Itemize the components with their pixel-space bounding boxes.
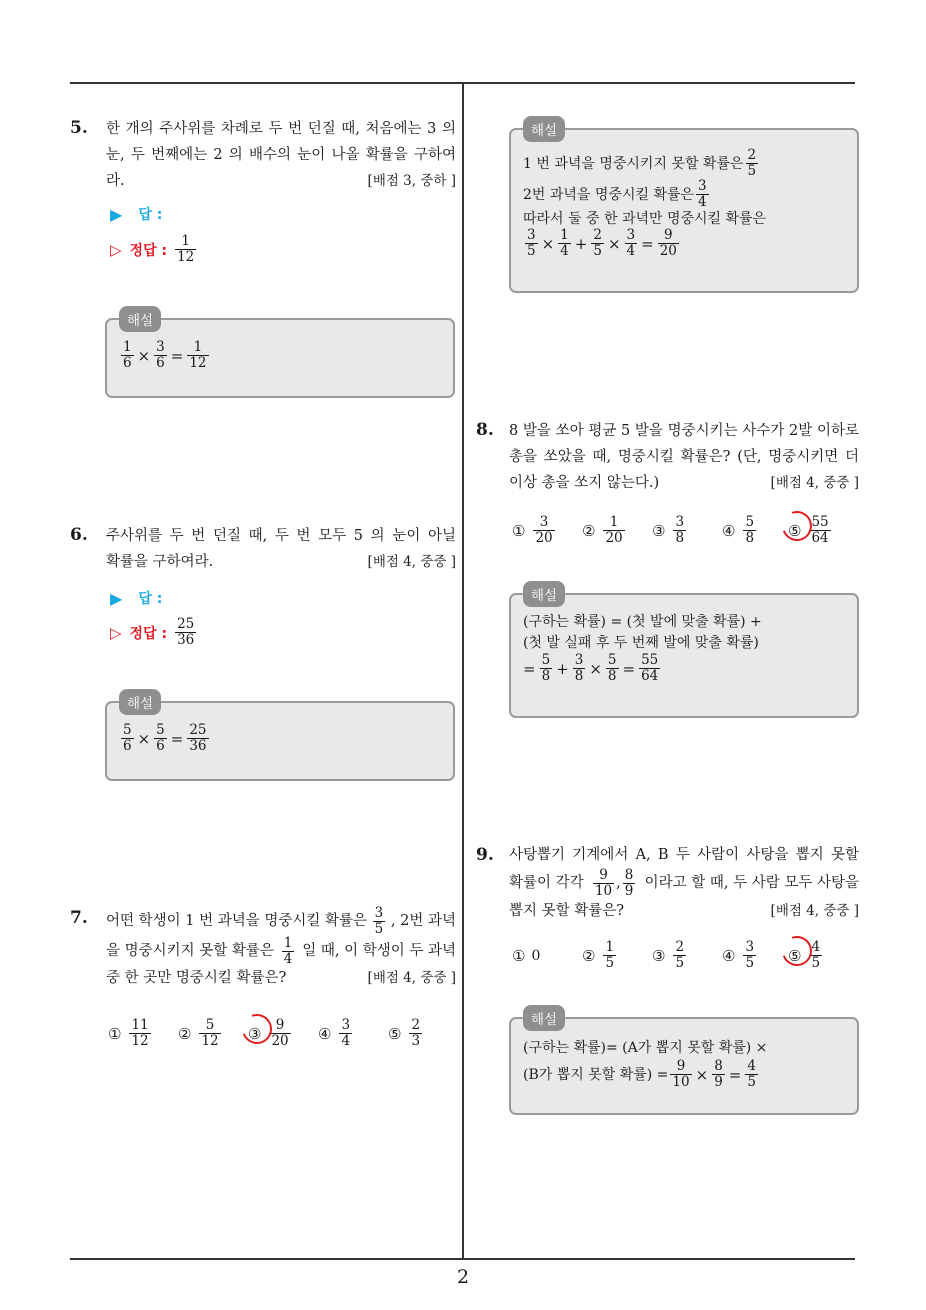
question-5-line: 눈, 두 번째에는 2 의 배수의 눈이 나올 확률을 구하여 xyxy=(106,147,456,163)
choice-3[interactable]: ③ $\frac{2}{5}$ xyxy=(652,939,685,971)
correct-label: 정답 : xyxy=(129,242,168,259)
question-8-number: 8. xyxy=(476,420,494,440)
solution-line: (구하는 확률) = (첫 발에 맞출 확률) + xyxy=(523,614,762,630)
solution-label: 해설 xyxy=(119,689,161,715)
question-9-points: [배점 4, 중중 ] xyxy=(770,903,859,919)
choice-4[interactable]: ④ $\frac{5}{8}$ xyxy=(722,514,755,546)
choice-2[interactable]: ② $\frac{5}{12}$ xyxy=(178,1017,219,1049)
question-7-line: , 2번 과녁 xyxy=(390,913,456,929)
question-6-solution xyxy=(105,696,455,781)
question-8-choices xyxy=(512,515,848,546)
question-5-line: 라. xyxy=(106,173,125,189)
question-9-text: 사탕뽑기 기계에서 A, B 두 사람이 사탕을 뽑지 못할 확률이 각각 $\frac{9}{10}$ , $\frac{8}{9}$ 이라고 할 때, 두 사람 모두 사탕을 뽑지 못할 확률은? [배점 4, 중중 ] xyxy=(509,843,859,923)
solution-label: 해설 xyxy=(119,306,161,332)
choice-1[interactable]: ① $\frac{3}{20}$ xyxy=(512,514,553,546)
column-divider xyxy=(462,83,464,1258)
question-8-points: [배점 4, 중중 ] xyxy=(770,475,859,491)
answer-label: 답 : xyxy=(138,591,163,607)
question-5-text xyxy=(106,116,456,194)
bottom-rule xyxy=(70,1258,855,1260)
correct-label: 정답 : xyxy=(129,625,168,642)
choice-2[interactable]: ② $\frac{1}{5}$ xyxy=(582,939,615,971)
choice-5[interactable]: ⑤ $\frac{2}{3}$ xyxy=(388,1017,421,1049)
choice-2[interactable]: ② $\frac{1}{20}$ xyxy=(582,514,623,546)
solution-equation: $\frac{1}{6}$ × $\frac{3}{6}$ = $\frac{1}{12}$ xyxy=(123,339,207,371)
choice-1[interactable]: ① $\frac{11}{12}$ xyxy=(108,1017,149,1049)
question-9-line: 확률이 각각 xyxy=(509,875,584,891)
question-8-line: 총을 쏘았을 때, 명중시킬 확률은? (단, 명중시키면 더 xyxy=(509,449,859,465)
question-7-points: [배점 4, 중중 ] xyxy=(367,970,456,986)
question-5-line: 한 개의 주사위를 차례로 두 번 던질 때, 처음에는 3 의 xyxy=(106,121,456,137)
play-icon: ▶ xyxy=(110,588,123,608)
choice-3[interactable]: ③ $\frac{9}{20}$ xyxy=(248,1018,318,1049)
question-6-answer xyxy=(110,588,162,608)
question-8-solution xyxy=(509,588,859,718)
question-7-line: 중 한 곳만 명중시킬 확률은? xyxy=(106,970,287,986)
question-9-solution xyxy=(509,1012,859,1115)
solution-label: 해설 xyxy=(523,1005,565,1031)
solution-line: 따라서 둘 중 한 과녁만 명중시킬 확률은 xyxy=(523,211,767,227)
question-9-choices xyxy=(512,940,848,971)
question-6-points: [배점 4, 중중 ] xyxy=(367,554,456,570)
question-5-answer xyxy=(110,204,162,224)
solution-line: 1 번 과녁을 명중시키지 못할 확률은 $\frac{2}{5}$ xyxy=(523,147,757,179)
correct-fraction: $\frac{1}{12}$ xyxy=(177,233,195,265)
play-outline-icon: ▷ xyxy=(110,623,122,642)
question-6-text xyxy=(106,523,456,575)
question-8-text xyxy=(509,418,859,496)
page-number: 2 xyxy=(456,1266,470,1288)
choice-1[interactable]: ① 0 xyxy=(512,946,541,965)
question-9-number: 9. xyxy=(476,845,494,865)
solution-equation: $\frac{5}{6}$ × $\frac{5}{6}$ = $\frac{25}{36}$ xyxy=(123,722,207,754)
choice-4[interactable]: ④ $\frac{3}{5}$ xyxy=(722,939,755,971)
question-5-number: 5. xyxy=(70,118,88,138)
play-icon: ▶ xyxy=(110,204,123,224)
solution-line: 2번 과녁을 명중시킬 확률은 $\frac{3}{4}$ xyxy=(523,178,707,210)
question-7-line: 어떤 학생이 1 번 과녁을 명중시킬 확률은 xyxy=(106,913,367,929)
play-outline-icon: ▷ xyxy=(110,240,122,259)
solution-equation: $\frac{3}{5}$ × $\frac{1}{4}$ + $\frac{2}{5}$ × $\frac{3}{4}$ = $\frac{9}{20}$ xyxy=(527,227,677,259)
solution-label: 해설 xyxy=(523,581,565,607)
question-7-line: 을 명중시키지 못할 확률은 xyxy=(106,943,274,959)
solution-label: 해설 xyxy=(523,116,565,142)
solution-line: (구하는 확률)= (A가 뽑지 못할 확률) × xyxy=(523,1040,768,1056)
question-7-solution xyxy=(509,123,859,293)
question-8-line: 8 발을 쏘아 평균 5 발을 명중시키는 사수가 2발 이하로 xyxy=(509,423,859,439)
question-5-points: [배점 3, 중하 ] xyxy=(367,173,456,189)
question-9-line: 사탕뽑기 기계에서 A, B 두 사람이 사탕을 뽑지 못할 xyxy=(509,847,859,863)
question-5-solution xyxy=(105,313,455,398)
question-7-number: 7. xyxy=(70,908,88,928)
correct-fraction: $\frac{25}{36}$ xyxy=(177,616,195,648)
solution-equation: = $\frac{5}{8}$ + $\frac{3}{8}$ × $\frac{5}{8}$ = $\frac{55}{64}$ xyxy=(523,652,659,684)
answer-label: 답 : xyxy=(138,207,163,223)
question-6-line: 주사위를 두 번 던질 때, 두 번 모두 5 의 눈이 아닐 xyxy=(106,528,456,544)
solution-line: (첫 발 실패 후 두 번째 발에 맞출 확률) xyxy=(523,635,759,651)
question-5-correct xyxy=(110,234,198,265)
choice-5[interactable]: ⑤ $\frac{55}{64}$ xyxy=(788,515,848,546)
choice-5[interactable]: ⑤ $\frac{4}{5}$ xyxy=(788,940,848,971)
question-9-line: 뽑지 못할 확률은? xyxy=(509,903,625,919)
question-6-number: 6. xyxy=(70,525,88,545)
question-7-choices xyxy=(108,1018,448,1049)
solution-equation: (B가 뽑지 못할 확률) = $\frac{9}{10}$ × $\frac{8}{9}$ = $\frac{4}{5}$ xyxy=(523,1058,756,1090)
choice-4[interactable]: ④ $\frac{3}{4}$ xyxy=(318,1017,351,1049)
question-6-correct xyxy=(110,617,198,648)
question-9-line: 이라고 할 때, 두 사람 모두 사탕을 xyxy=(644,875,859,891)
question-6-line: 확률을 구하여라. xyxy=(106,554,214,570)
question-8-line: 이상 총을 쏘지 않는다.) xyxy=(509,475,660,491)
question-7-line: 일 때, 이 학생이 두 과녁 xyxy=(302,943,456,959)
question-7-text: 어떤 학생이 1 번 과녁을 명중시킬 확률은 $\frac{3}{5}$ , 2번 과녁 을 명중시키지 못할 확률은 $\frac{1}{4}$ 일 때, 이 학생이 두 과녁 중 한 곳만 명중시킬 확률은? [배점 4, 중중 ] xyxy=(106,906,456,990)
choice-3[interactable]: ③ $\frac{3}{8}$ xyxy=(652,514,685,546)
